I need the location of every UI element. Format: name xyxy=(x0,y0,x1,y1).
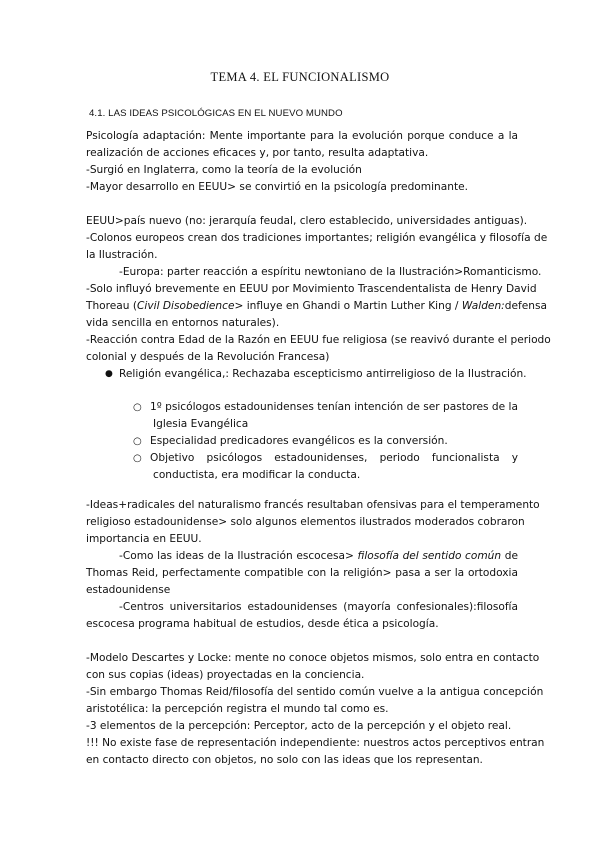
sub-bullet-text: Especialidad predicadores evangélicos es la conversión. xyxy=(150,435,448,447)
text-span: influye en Ghandi o Martin Luther King / xyxy=(243,300,462,312)
text-line xyxy=(119,548,518,565)
text-span: defensa xyxy=(504,300,547,312)
text-line: aristotélica: la percepción registra el mundo tal como es. xyxy=(86,703,389,715)
text-span: de xyxy=(501,550,518,562)
italic-title: Civil Disobedience> xyxy=(137,300,244,312)
italic-title: Walden: xyxy=(461,300,505,312)
sub-bullet-item xyxy=(133,399,518,416)
text-line: -Sin embargo Thomas Reid/filosofía del sentido común vuelve a la antigua concepción xyxy=(86,686,544,698)
text-line: en contacto directo con objetos, no solo con las ideas que los representan. xyxy=(86,754,483,766)
text-line: Iglesia Evangélica xyxy=(153,418,249,430)
text-line: importancia en EEUU. xyxy=(86,533,202,545)
text-line: EEUU>país nuevo (no: jerarquía feudal, clero establecido, universidades antiguas). xyxy=(86,215,528,227)
text-line: -3 elementos de la percepción: Perceptor, acto de la percepción y el objeto real. xyxy=(86,720,512,732)
sub-bullet-item xyxy=(133,433,518,450)
sub-bullet-text: 1º psicólogos estadounidenses tenían intención de ser pastores de la xyxy=(150,401,518,413)
text-line: -Centros universitarios estadounidenses (mayoría confesionales):filosofía xyxy=(119,601,518,613)
text-line xyxy=(86,298,547,315)
bullet-icon: ● xyxy=(105,369,113,379)
text-line: realización de acciones eficaces y, por tanto, resulta adaptativa. xyxy=(86,147,429,159)
circle-bullet-icon: ○ xyxy=(133,453,142,464)
text-line: estadounidense xyxy=(86,584,171,596)
sub-bullet-item xyxy=(133,450,518,467)
text-span: Thoreau ( xyxy=(86,300,138,312)
circle-bullet-icon: ○ xyxy=(133,402,142,413)
text-span: -Como las ideas de la Ilustración escocesa> xyxy=(119,550,358,562)
text-line: -Colonos europeos crean dos tradiciones importantes; religión evangélica y filosofía de xyxy=(86,232,548,244)
sub-bullet-text: Objetivo psicólogos estadounidenses, periodo funcionalista y xyxy=(150,452,518,464)
text-line: religioso estadounidense> solo algunos elementos ilustrados moderados cobraron xyxy=(86,516,525,528)
section-heading: 4.1. LAS IDEAS PSICOLÓGICAS EN EL NUEVO MUNDO xyxy=(89,108,343,119)
text-line: la Ilustración. xyxy=(86,249,158,261)
text-line: escocesa programa habitual de estudios, desde ética a psicología. xyxy=(86,618,439,630)
text-line: -Europa: parter reacción a espíritu newtoniano de la Ilustración>Romanticismo. xyxy=(119,266,542,278)
bullet-item xyxy=(105,366,527,383)
text-line: Thomas Reid, perfectamente compatible con la religión> pasa a ser la ortodoxia xyxy=(86,567,518,579)
text-line: vida sencilla en entornos naturales). xyxy=(86,317,280,329)
text-line: -Ideas+radicales del naturalismo francés resultaban ofensivas para el temperamento xyxy=(86,499,540,511)
bullet-text: Religión evangélica,: Rechazaba escepticismo antirreligioso de la Ilustración. xyxy=(119,368,527,380)
text-line: -Modelo Descartes y Locke: mente no conoce objetos mismos, solo entra en contacto xyxy=(86,652,540,664)
text-line: -Mayor desarrollo en EEUU> se convirtió en la psicología predominante. xyxy=(86,181,469,193)
document-title: TEMA 4. EL FUNCIONALISMO xyxy=(210,70,390,84)
text-line: Psicología adaptación: Mente importante para la evolución porque conduce a la xyxy=(86,130,518,142)
text-line: colonial y después de la Revolución Francesa) xyxy=(86,351,330,363)
italic-term: filosofía del sentido común xyxy=(357,550,502,562)
text-line: conductista, era modificar la conducta. xyxy=(153,469,361,481)
text-line: con sus copias (ideas) proyectadas en la conciencia. xyxy=(86,669,365,681)
circle-bullet-icon: ○ xyxy=(133,436,142,447)
text-line: !!! No existe fase de representación independiente: nuestros actos perceptivos entran xyxy=(86,737,545,749)
text-line: -Surgió en Inglaterra, como la teoría de la evolución xyxy=(86,164,362,176)
text-line: -Solo influyó brevemente en EEUU por Movimiento Trascendentalista de Henry David xyxy=(86,283,537,295)
text-line: -Reacción contra Edad de la Razón en EEUU fue religiosa (se reavivó durante el periodo xyxy=(86,334,551,346)
